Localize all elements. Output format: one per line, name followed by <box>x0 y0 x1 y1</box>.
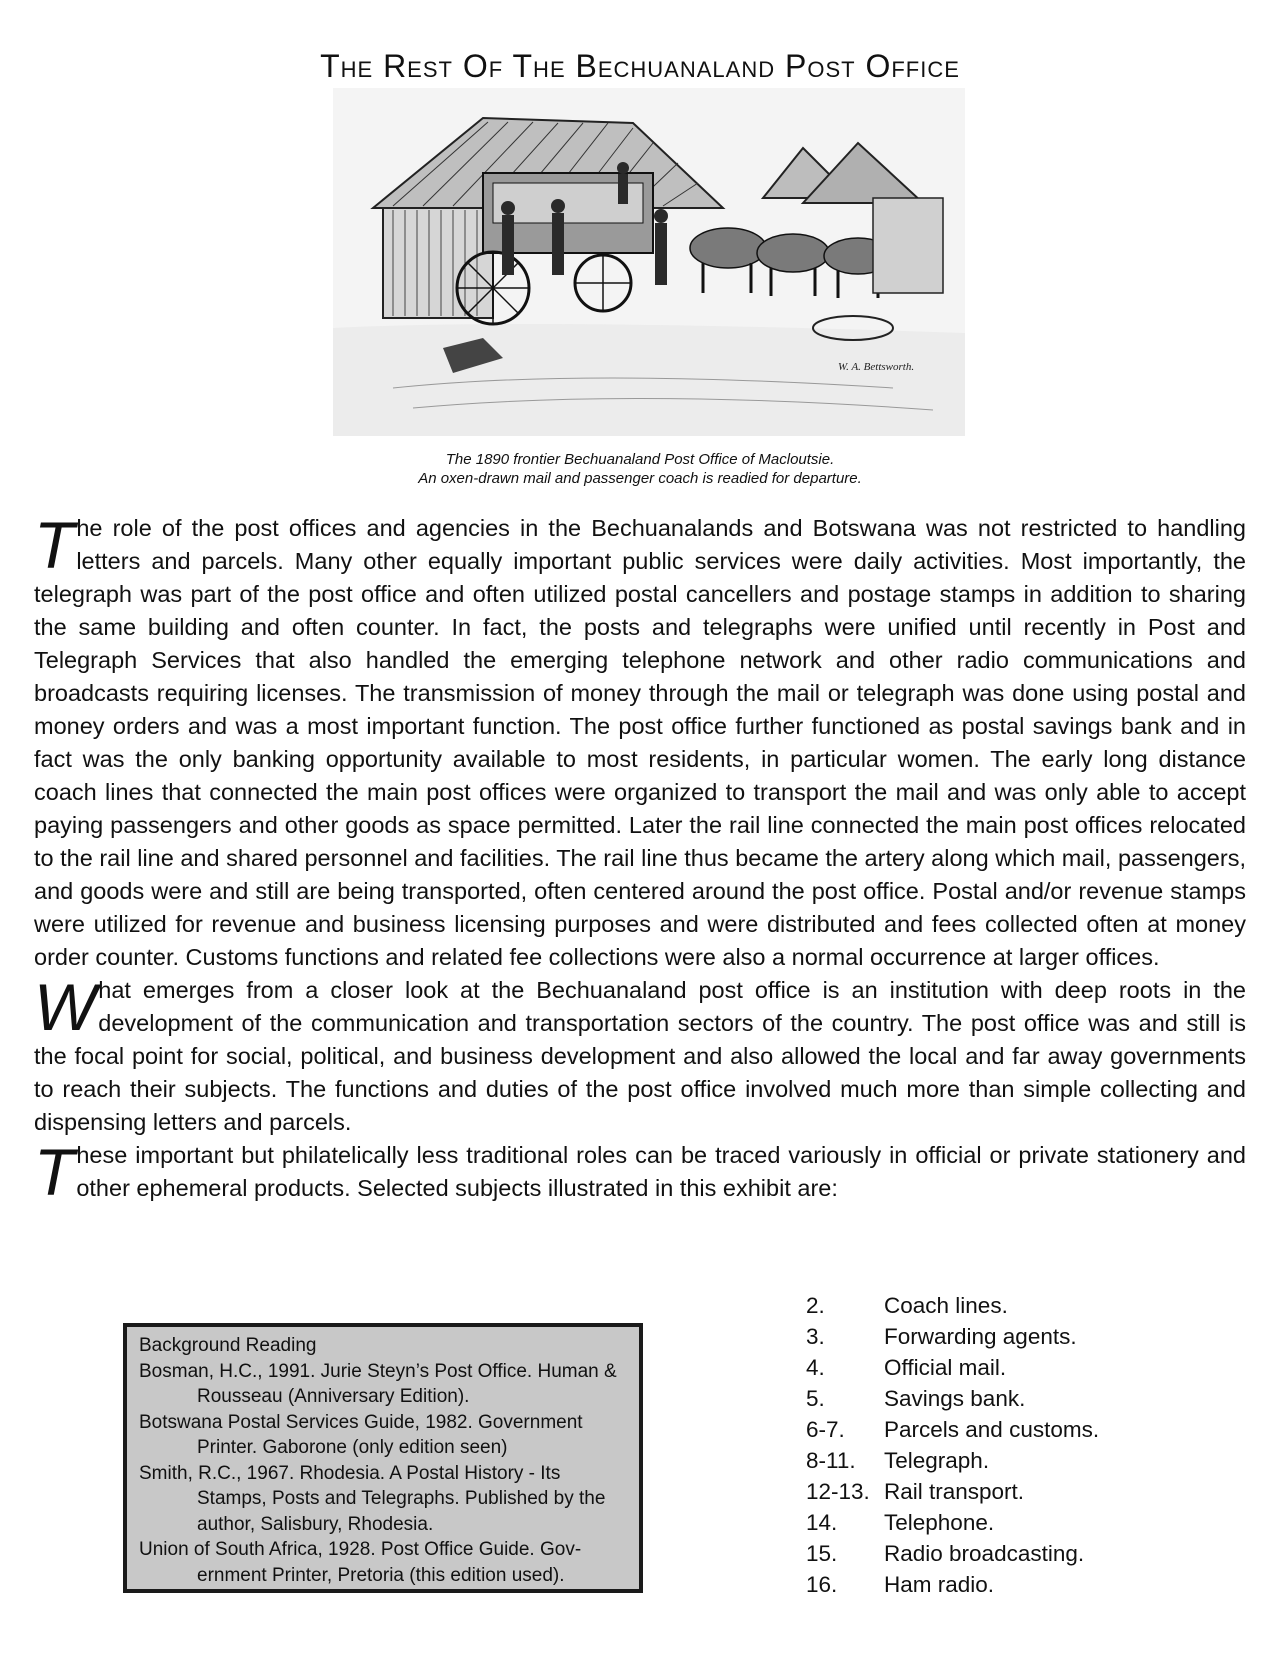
paragraph-3 <box>34 1135 1246 1209</box>
item-number: 2. <box>806 1293 825 1318</box>
reference-item: Smith, R.C., 1967. Rhodesia. A Postal History - Its Stamps, Posts and Telegraphs. Published by the author, Salisbury, Rhodesia. <box>139 1462 606 1535</box>
drop-cap: W <box>34 970 97 1044</box>
item-label: Telephone. <box>884 1510 995 1535</box>
reference-item: Bosman, H.C., 1991. Jurie Steyn’s Post Office. Human & Rousseau (Anniversary Edition). <box>139 1360 617 1407</box>
item-label: Telegraph. <box>884 1448 990 1473</box>
list-item <box>806 1290 1226 1321</box>
item-label: Coach lines. <box>884 1293 1008 1318</box>
list-item <box>806 1352 1226 1383</box>
item-number: 12-13. <box>806 1479 870 1504</box>
body-text <box>34 508 1246 1209</box>
list-item <box>806 1445 1226 1476</box>
reference-item: Union of South Africa, 1928. Post Office Guide. Gov-ernment Printer, Pretoria (this edition used). <box>139 1539 582 1586</box>
artist-signature: W. A. Bettsworth. <box>838 361 915 373</box>
item-label: Ham radio. <box>884 1572 995 1597</box>
item-number: 16. <box>806 1572 838 1597</box>
paragraph-2 <box>34 970 1246 1139</box>
list-item <box>806 1476 1226 1507</box>
drop-cap: T <box>34 508 75 582</box>
item-number: 4. <box>806 1355 825 1380</box>
illustration-caption <box>0 450 1280 488</box>
item-number: 14. <box>806 1510 838 1535</box>
item-number: 6-7. <box>806 1417 845 1442</box>
paragraph-1 <box>34 508 1246 974</box>
item-label: Savings bank. <box>884 1386 1026 1411</box>
item-label: Official mail. <box>884 1355 1007 1380</box>
paragraph-text: he role of the post offices and agencies in the Bechuanalands and Botswana was not restricted to handling letters and parcels. Many other equally important public services were daily activities. Most importantly, the telegraph was part of the post office and often utilized postal cancellers and postage stamps in addition to sharing the same building and often counter. In fact, the posts and telegraphs were unified until recently in Post and Telegraph Services that also handled the emerging telephone network and other radio communications and broadcasts requiring licenses. The transmission of money through the mail or telegraph was done using postal and money orders and was a most important function. The post office further functioned as postal savings bank and in fact was the only banking opportunity available to most residents, in particular women. The early long distance coach lines that connected the main post offices were organized to transport the mail and was only able to accept paying passengers and other goods as space permitted. Later the rail line connected the main post offices relocated to the rail line and shared personnel and facilities. The rail line thus became the artery along which mail, passengers, and goods were and still are being transported, often centered around the post office. Postal and/or revenue stamps were utilized for revenue and business licensing purposes and were distributed and fees collected often at money order counter. Customs functions and related fee collections were also a normal occurrence at larger offices. <box>34 515 1246 970</box>
drop-cap: T <box>34 1135 75 1209</box>
item-label: Parcels and customs. <box>884 1417 1100 1442</box>
page-title: The Rest Of The Bechuanaland Post Office <box>320 48 960 84</box>
list-item <box>806 1507 1226 1538</box>
list-item <box>806 1383 1226 1414</box>
list-item <box>806 1321 1226 1352</box>
item-label: Radio broadcasting. <box>884 1541 1085 1566</box>
background-reading-box <box>123 1323 643 1593</box>
item-number: 8-11. <box>806 1448 856 1473</box>
list-item <box>806 1538 1226 1569</box>
exhibit-subject-list <box>806 1290 1226 1600</box>
background-reading-heading: Background Reading <box>139 1335 317 1356</box>
list-item <box>806 1569 1226 1600</box>
item-number: 3. <box>806 1324 825 1349</box>
caption-line-1: The 1890 frontier Bechuanaland Post Office of Macloutsie. <box>445 451 835 468</box>
caption-line-2: An oxen-drawn mail and passenger coach is readied for departure. <box>418 470 862 487</box>
list-item <box>806 1414 1226 1445</box>
item-number: 5. <box>806 1386 825 1411</box>
paragraph-text: hese important but philatelically less traditional roles can be traced variously in official or private stationery and other ephemeral products. Selected subjects illustrated in this exhibit are: <box>76 1142 1246 1201</box>
item-label: Forwarding agents. <box>884 1324 1077 1349</box>
item-number: 15. <box>806 1541 838 1566</box>
item-label: Rail transport. <box>884 1479 1025 1504</box>
reference-item: Botswana Postal Services Guide, 1982. Government Printer. Gaborone (only edition seen) <box>139 1411 583 1458</box>
post-office-illustration <box>333 88 965 436</box>
paragraph-text: hat emerges from a closer look at the Bechuanaland post office is an institution with deep roots in the development of the communication and transportation sectors of the country. The post office was and still is the focal point for social, political, and business development and also allowed the local and far away governments to reach their subjects. The functions and duties of the post office involved much more than simple collecting and dispensing letters and parcels. <box>34 977 1246 1135</box>
